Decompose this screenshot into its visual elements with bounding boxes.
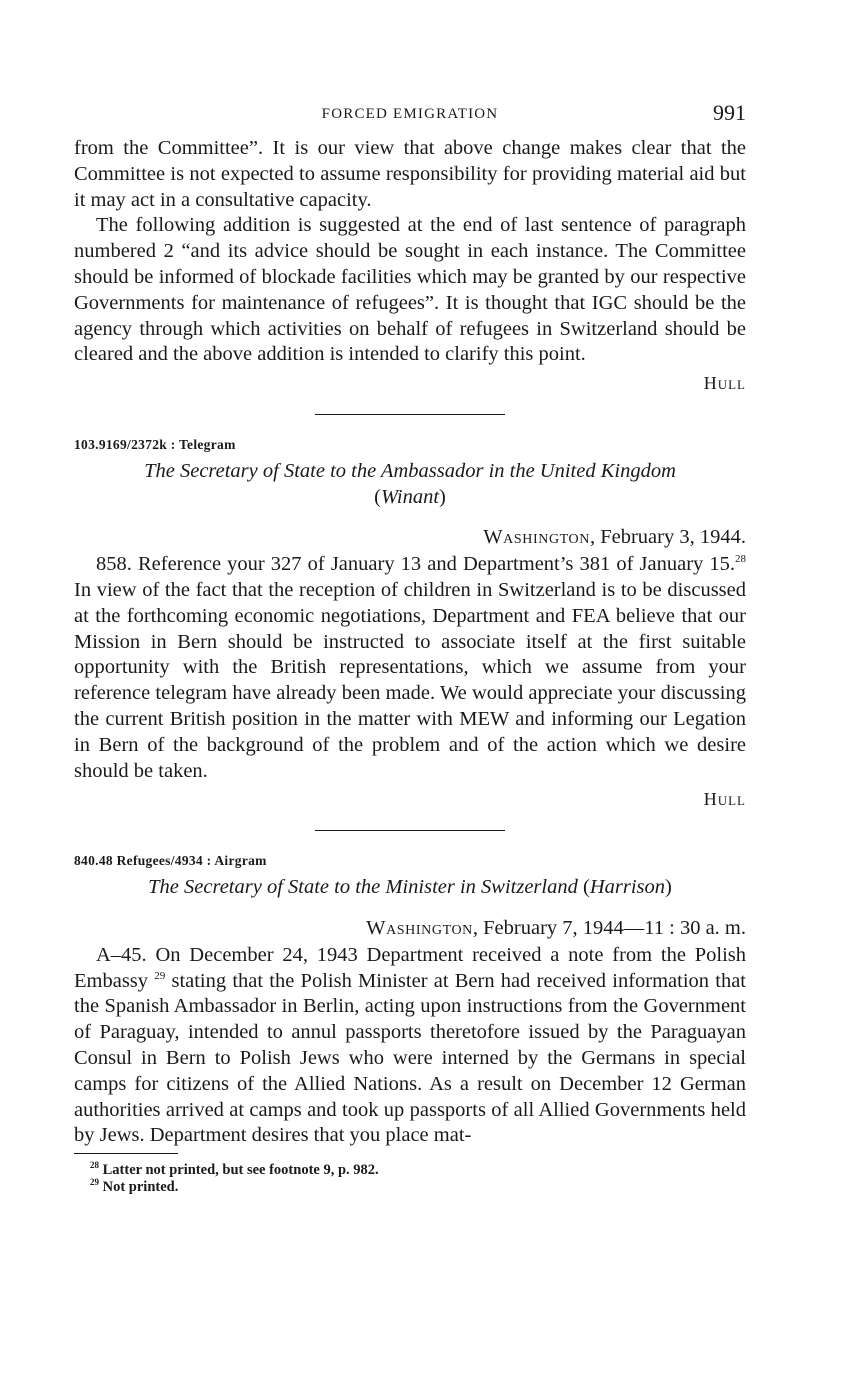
dateline: [74, 915, 746, 941]
document-heading: The Secretary of State to the Ambassador in the United Kingdom (Winant): [144, 460, 676, 508]
dateline: [74, 524, 746, 550]
heading-recipient-name: Harrison: [589, 876, 665, 899]
signature-hull-1: Hull: [703, 373, 746, 394]
heading-text: The Secretary of State to the Minister in Switzerland: [148, 876, 578, 899]
dateline-date: , February 7, 1944—11 : 30 a. m.: [472, 916, 746, 939]
footnote-29: $^{29}$ Not printed.: [90, 1177, 179, 1196]
heading-recipient-name: Winant: [380, 485, 440, 508]
document-file-id: 840.48 Refugees/4934 : Airgram: [74, 853, 267, 869]
document-telegram-winant: [74, 437, 746, 812]
document-body-paragraph: A–45. On December 24, 1943 Department received a note from the Polish Embassy $^{29}$ stating that the Polish Minister at Bern had received information that the Spanish Ambassador in Berlin, acting upon instructions from the Government of Paraguay, intended to annul passports theretofore issued by the Paraguayan Consul in Bern to Polish Jews who were interned by the Germans in special camps for citizens of the Allied Nations. As a result on December 12 German authorities arrived at camps and took up passports of all Allied Governments held by Jews. Department desires that you place mat-: [74, 943, 746, 1147]
continuation-paragraph-2: The following addition is suggested at the end of last sentence of paragraph numbered 2 “and its advice should be sought in each instance. The Committee should be informed of blockade facilities which may be granted by our respective Governments for maintenance of refugees”. It is thought that IGC should be the agency through which activities on behalf of refugees in Switzerland should be cleared and the above addition is intended to clarify this point.: [74, 214, 746, 366]
document-airgram-harrison: [74, 853, 746, 1149]
footnote-divider: [74, 1153, 178, 1154]
dateline-place: Washington: [366, 916, 473, 939]
footnote-reference: 29: [154, 969, 166, 982]
footnotes: [74, 1162, 746, 1196]
document-page: [74, 96, 746, 1196]
document-file-id: 103.9169/2372k : Telegram: [74, 437, 236, 453]
running-head-title: FORCED EMIGRATION: [321, 106, 499, 122]
continuation-paragraph-1: from the Committee”. It is our view that above change makes clear that the Committee is not expected to assume responsibility for providing material aid but it may act in a consultative capacity.: [74, 137, 746, 211]
heading-text: The Secretary of State to the Ambassador in the United Kingdom: [144, 460, 676, 483]
document-heading: The Secretary of State to the Minister in Switzerland (Harrison): [148, 876, 672, 899]
footnote-28: $^{28}$ Latter not printed, but see footnote 9, p. 982.: [90, 1160, 379, 1179]
page-number: 991: [713, 100, 746, 125]
running-head: [74, 96, 746, 136]
continuation-section: [74, 136, 746, 396]
footnote-reference: 28: [735, 553, 746, 566]
section-divider: [315, 414, 505, 415]
signature-hull-2: Hull: [703, 789, 746, 810]
document-body-paragraph: 858. Reference your 327 of January 13 and Department’s 381 of January 15.28 In view of the fact that the reception of children in Switzerland is to be discussed at the forthcoming economic negotiations, Department and FEA believe that our Mission in Bern should be instructed to associate itself at the first suitable opportunity with the British representations, which we assume from your reference telegram have already been made. We would appreciate your discussing the current British position in the matter with MEW and informing our Legation in Bern of the background of the problem and of the action which we desire should be taken.: [74, 553, 746, 782]
dateline-date: , February 3, 1944.: [589, 526, 746, 549]
section-divider: [315, 830, 505, 831]
dateline-place: Washington: [483, 526, 590, 549]
